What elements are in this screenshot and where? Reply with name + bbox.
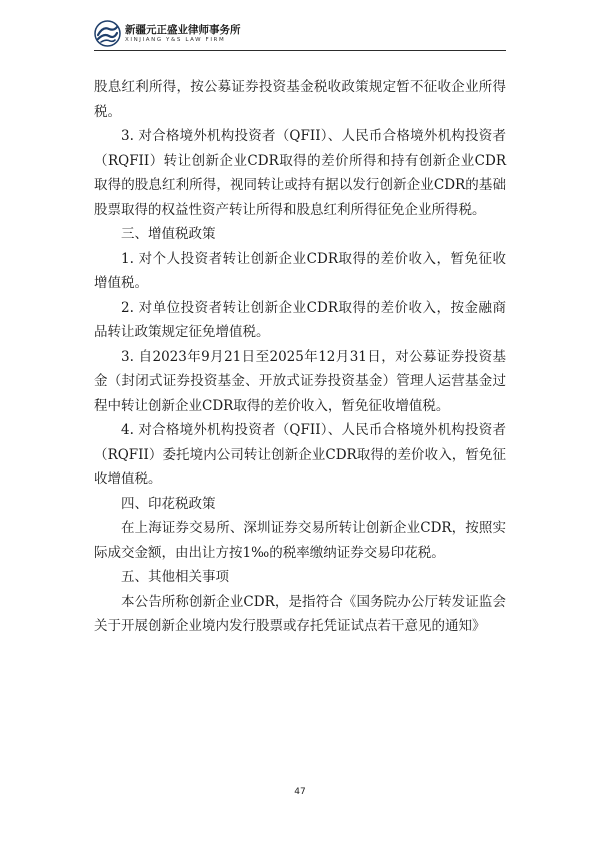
firm-name-cn: 新疆元正盛业律师事务所 xyxy=(125,24,241,36)
paragraph: 4. 对合格境外机构投资者（QFII）、人民币合格境外机构投资者（RQFII）委托境内公司转让创新企业CDR取得的差价收入，暂免征收增值税。 xyxy=(94,422,506,487)
paragraph: 2. 对单位投资者转让创新企业CDR取得的差价收入，按金融商品转让政策规定征免增值税。 xyxy=(94,299,506,340)
page-header xyxy=(94,17,514,57)
paragraph: 1. 对个人投资者转让创新企业CDR取得的差价收入，暂免征收增值税。 xyxy=(94,250,506,291)
paragraph: 在上海证券交易所、深圳证券交易所转让创新企业CDR，按照实际成交金额，由出让方按1‰的税率缴纳证券交易印花税。 xyxy=(94,520,506,561)
header-divider xyxy=(94,50,506,51)
document-body xyxy=(94,75,506,639)
paragraph: 本公告所称创新企业CDR，是指符合《国务院办公厅转发证监会关于开展创新企业境内发行股票或存托凭证试点若干意见的通知》 xyxy=(94,593,506,634)
section-heading: 五、其他相关事项 xyxy=(121,569,229,585)
section-heading: 四、印花税政策 xyxy=(121,495,216,512)
firm-logo-icon xyxy=(94,20,121,47)
firm-name-en: XINJIANG Y&S LAW FIRM xyxy=(125,37,226,43)
paragraph: 股息红利所得，按公募证券投资基金税收政策规定暂不征收企业所得税。 xyxy=(94,79,506,120)
section-heading: 三、增值税政策 xyxy=(121,226,216,242)
page-number: 47 xyxy=(294,787,306,797)
paragraph: 3. 自2023年9月21日至2025年12月31日，对公募证券投资基金（封闭式证券投资基金、开放式证券投资基金）管理人运营基金过程中转让创新企业CDR取得的差价收入，暂免征收增值税。 xyxy=(94,348,506,414)
paragraph: 3. 对合格境外机构投资者（QFII）、人民币合格境外机构投资者（RQFII）转让创新企业CDR取得的差价所得和持有创新企业CDR取得的股息红利所得，视同转让或持有据以发行创新企业CDR的基础股票取得的权益性资产转让所得和股息红利所得征免企业所得税。 xyxy=(94,128,506,218)
